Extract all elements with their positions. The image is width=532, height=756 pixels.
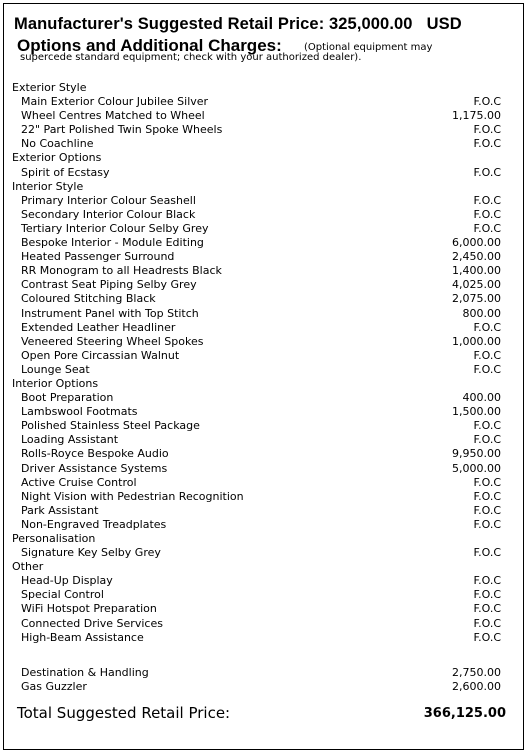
option-row: [4, 95, 525, 109]
option-row-label: Non-Engraved Treadplates: [21, 517, 167, 531]
section-heading: [4, 532, 525, 546]
option-row: [4, 462, 525, 476]
option-row-label: Rolls-Royce Bespoke Audio: [21, 447, 169, 461]
option-row: [4, 588, 525, 602]
option-row: [4, 631, 525, 645]
charge-row: [4, 680, 525, 694]
option-row: [4, 574, 525, 588]
total-label: Total Suggested Retail Price:: [17, 704, 231, 722]
option-row-price: F.O.C: [473, 489, 501, 503]
option-row-price: F.O.C: [473, 419, 501, 433]
options-title: Options and Additional Charges:: [17, 36, 282, 55]
option-row-label: Connected Drive Services: [21, 616, 163, 630]
option-row-price: 1,500.00: [452, 405, 501, 419]
section-heading: [4, 377, 525, 391]
option-row: [4, 617, 525, 631]
option-row-label: Active Cruise Control: [21, 475, 137, 489]
charge-row-price: 2,750.00: [452, 665, 501, 679]
option-row-label: Spirit of Ecstasy: [21, 165, 110, 179]
option-row: [4, 476, 525, 490]
option-row: [4, 292, 525, 306]
option-row-label: Park Assistant: [21, 503, 99, 517]
option-row-price: 5,000.00: [452, 461, 501, 475]
option-row-price: 1,000.00: [452, 334, 501, 348]
spacer: [4, 645, 525, 666]
option-row-label: WiFi Hotspot Preparation: [21, 602, 157, 616]
option-row-price: F.O.C: [473, 137, 501, 151]
charge-row-label: Destination & Handling: [21, 665, 149, 679]
option-row-price: 2,450.00: [452, 250, 501, 264]
options-note-line-1: (Optional equipment may: [304, 42, 433, 53]
option-row-price: F.O.C: [473, 123, 501, 137]
option-row-label: Wheel Centres Matched to Wheel: [21, 109, 205, 123]
option-row: [4, 236, 525, 250]
option-row-price: 400.00: [462, 391, 501, 405]
option-row-price: 9,950.00: [452, 447, 501, 461]
option-row-price: F.O.C: [473, 602, 501, 616]
section-heading-label: Personalisation: [12, 532, 96, 545]
option-row-label: Lounge Seat: [21, 362, 90, 376]
charge-row: [4, 666, 525, 680]
option-row-label: Veneered Steering Wheel Spokes: [21, 334, 204, 348]
option-row-price: F.O.C: [473, 574, 501, 588]
charge-row-label: Gas Guzzler: [21, 679, 87, 693]
option-row: [4, 447, 525, 461]
option-row-price: F.O.C: [473, 588, 501, 602]
msrp-label: Manufacturer's Suggested Retail Price: 325,000.00: [14, 15, 413, 33]
option-row-label: No Coachline: [21, 137, 94, 151]
option-row: [4, 433, 525, 447]
option-row: [4, 137, 525, 151]
option-row-label: Heated Passenger Surround: [21, 250, 175, 264]
option-row: [4, 602, 525, 616]
option-row: [4, 123, 525, 137]
option-row-price: F.O.C: [473, 362, 501, 376]
option-row: [4, 546, 525, 560]
option-row: [4, 405, 525, 419]
option-row-price: 1,400.00: [452, 264, 501, 278]
option-row-label: Bespoke Interior - Module Editing: [21, 236, 204, 250]
section-heading-label: Interior Style: [12, 179, 84, 193]
option-row-label: Night Vision with Pedestrian Recognition: [21, 489, 244, 503]
option-row: [4, 250, 525, 264]
option-row: [4, 307, 525, 321]
price-sticker: [3, 3, 524, 750]
section-heading-label: Other: [12, 560, 44, 574]
section-heading: [4, 180, 525, 194]
option-row-price: 2,075.00: [452, 292, 501, 306]
option-row-price: F.O.C: [473, 165, 501, 179]
option-row: [4, 363, 525, 377]
option-row: [4, 194, 525, 208]
section-heading: [4, 151, 525, 165]
option-row-label: High-Beam Assistance: [21, 630, 144, 644]
option-row-label: Contrast Seat Piping Selby Grey: [21, 278, 197, 292]
option-row: [4, 109, 525, 123]
msrp-currency: USD: [426, 15, 462, 33]
option-row-price: F.O.C: [473, 475, 501, 489]
option-row-label: Boot Preparation: [21, 391, 114, 405]
option-row-label: Open Pore Circassian Walnut: [21, 348, 180, 362]
option-row-label: Tertiary Interior Colour Selby Grey: [21, 221, 209, 235]
option-row-label: Driver Assistance Systems: [21, 461, 168, 475]
option-row-label: Loading Assistant: [21, 433, 119, 447]
option-row-label: Polished Stainless Steel Package: [21, 419, 200, 433]
option-row-label: Instrument Panel with Top Stitch: [21, 306, 199, 320]
option-row-label: Primary Interior Colour Seashell: [21, 193, 196, 207]
option-row: [4, 264, 525, 278]
option-row-price: 6,000.00: [452, 236, 501, 250]
option-row-price: F.O.C: [473, 433, 501, 447]
option-row-price: F.O.C: [473, 320, 501, 334]
option-row-label: Coloured Stitching Black: [21, 292, 156, 306]
section-heading: [4, 560, 525, 574]
option-row-label: RR Monogram to all Headrests Black: [21, 264, 222, 278]
option-row-label: Main Exterior Colour Jubilee Silver: [21, 95, 209, 109]
option-row-label: 22" Part Polished Twin Spoke Wheels: [21, 123, 223, 137]
option-row-price: F.O.C: [473, 616, 501, 630]
msrp-heading: [14, 15, 462, 34]
option-row-label: Special Control: [21, 588, 104, 602]
option-row-price: 4,025.00: [452, 278, 501, 292]
option-row: [4, 490, 525, 504]
option-row-label: Secondary Interior Colour Black: [21, 207, 196, 221]
option-row-price: F.O.C: [473, 348, 501, 362]
option-row-price: 800.00: [462, 306, 501, 320]
option-row: [4, 391, 525, 405]
options-note-line-2: supercede standard equipment; check with your authorized dealer).: [20, 52, 362, 63]
option-row-price: F.O.C: [473, 630, 501, 644]
option-row-price: F.O.C: [473, 221, 501, 235]
section-heading-label: Exterior Style: [12, 81, 87, 94]
option-row: [4, 208, 525, 222]
option-row-label: Lambswool Footmats: [21, 405, 138, 419]
option-row: [4, 349, 525, 363]
option-row-label: Head-Up Display: [21, 574, 113, 588]
section-heading-label: Interior Options: [12, 376, 99, 390]
option-row: [4, 278, 525, 292]
option-row: [4, 335, 525, 349]
option-row: [4, 166, 525, 180]
option-row-price: F.O.C: [473, 517, 501, 531]
option-row-price: F.O.C: [473, 95, 501, 109]
section-heading-label: Exterior Options: [12, 151, 102, 165]
option-row: [4, 518, 525, 532]
option-row-label: Signature Key Selby Grey: [21, 546, 161, 560]
section-heading: [4, 81, 525, 95]
option-row-price: F.O.C: [473, 193, 501, 207]
option-row: [4, 504, 525, 518]
option-row-price: F.O.C: [473, 546, 501, 560]
option-row-price: 1,175.00: [452, 109, 501, 123]
charge-row-price: 2,600.00: [452, 679, 501, 693]
option-row: [4, 321, 525, 335]
option-row: [4, 222, 525, 236]
option-row: [4, 419, 525, 433]
option-row-price: F.O.C: [473, 207, 501, 221]
total-price: 366,125.00: [423, 706, 506, 721]
option-row-price: F.O.C: [473, 503, 501, 517]
option-row-label: Extended Leather Headliner: [21, 320, 176, 334]
total-row: [17, 704, 506, 724]
options-list: [4, 81, 525, 694]
